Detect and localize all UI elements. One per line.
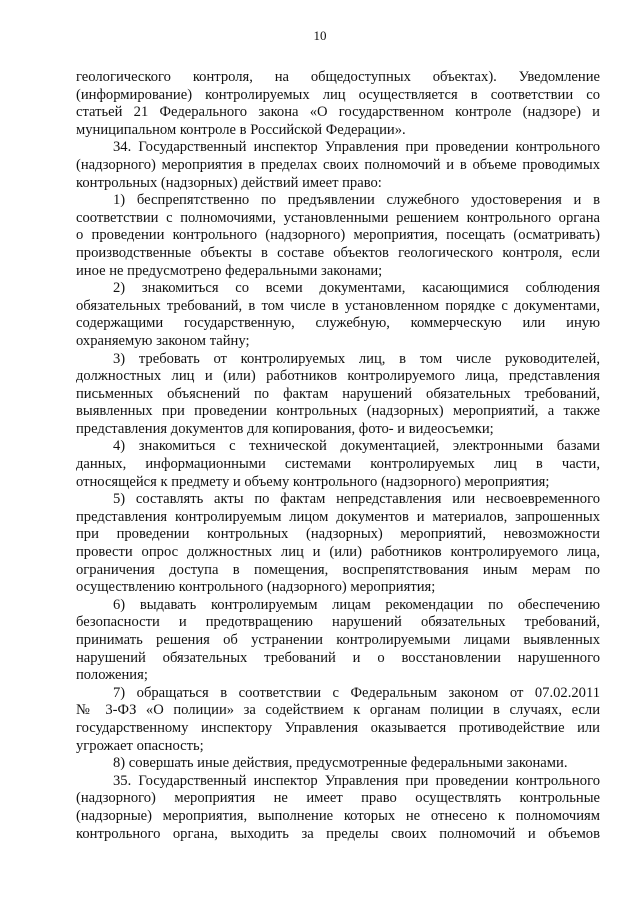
text-line: иное не предусмотрено федеральными законами; xyxy=(76,262,383,279)
text-line: о проведении контрольного (надзорного) мероприятия, посещать (осматривать) xyxy=(76,227,600,244)
text-line: геологического контроля, на общедоступных объектах). Уведомление xyxy=(76,69,600,85)
text-line: содержащими государственную, служебную, коммерческую или иную xyxy=(76,315,600,332)
text-line: обязательных требований, в том числе в установленном порядке с документами, xyxy=(76,297,600,314)
text-line: 2) знакомиться со всеми документами, касающимися соблюдения xyxy=(113,280,600,297)
text-line: (информирование) контролируемых лиц осуществляется в соответствии со xyxy=(76,86,600,103)
text-line: 3) требовать от контролируемых лиц, в том числе руководителей, xyxy=(113,350,600,367)
text-line: представления документов для копирования, фото- и видеосъемки; xyxy=(76,420,494,437)
text-line: осуществлению контрольного (надзорного) мероприятия; xyxy=(76,579,436,596)
text-line: угрожает опасность; xyxy=(76,737,204,754)
text-line: при проведении контрольных (надзорных) мероприятий, невозможности xyxy=(76,526,600,543)
text-line: нарушений обязательных требований и о восстановлении нарушенного xyxy=(76,649,600,666)
text-line: (надзорного) мероприятия в пределах своих полномочий и в объеме проводимых xyxy=(76,156,600,173)
text-line: 6) выдавать контролируемым лицам рекомендации по обеспечению xyxy=(113,596,600,613)
text-line: ограничения доступа в помещения, воспрепятствования иным мерам по xyxy=(76,561,600,578)
text-line: 34. Государственный инспектор Управления при проведении контрольного xyxy=(113,139,600,156)
text-line: 8) совершать иные действия, предусмотренные федеральными законами. xyxy=(113,755,568,772)
text-line: выявленных при проведении контрольных (надзорных) мероприятий, а также xyxy=(76,403,600,420)
text-line: 1) беспрепятственно по предъявлении служебного удостоверения и в xyxy=(113,192,600,209)
document-body xyxy=(76,69,600,843)
text-line: 5) составлять акты по фактам непредставления или несвоевременного xyxy=(113,491,600,508)
text-line: должностных лиц и (или) работников контролируемого лица, представления xyxy=(76,368,600,385)
text-line: контрольных (надзорных) действий имеет право: xyxy=(76,174,382,191)
text-line: 35. Государственный инспектор Управления при проведении контрольного xyxy=(113,772,600,789)
text-line: положения; xyxy=(76,667,148,684)
text-line: соответствии с полномочиями, установленными решением контрольного органа xyxy=(76,209,600,226)
text-line: охраняемую законом тайну; xyxy=(76,332,250,349)
text-line: провести опрос должностных лиц и (или) работников контролируемого лица, xyxy=(76,544,600,561)
text-line: безопасности и предотвращению нарушений обязательных требований, xyxy=(76,614,600,631)
text-line: 7) обращаться в соответствии с Федеральным законом от 07.02.2011 xyxy=(113,684,600,701)
text-line: производственные объекты в составе объектов геологического контроля, если xyxy=(76,244,600,261)
page-number: 10 xyxy=(313,28,327,43)
text-line: контрольного органа, выходить за пределы своих полномочий и объемов xyxy=(76,825,600,842)
text-line: представления контролируемым лицом документов и материалов, запрошенных xyxy=(76,508,600,525)
text-line: № 3-ФЗ «О полиции» за содействием к органам полиции в случаях, если xyxy=(76,702,600,719)
text-line: статьей 21 Федерального закона «О государственном контроле (надзоре) и xyxy=(76,104,600,121)
text-line: принимать решения об устранении контролируемыми лицами выявленных xyxy=(76,632,600,648)
text-line: муниципальном контроле в Российской Федерации». xyxy=(76,121,406,138)
text-line: данных, информационными системами контролируемых лиц в части, xyxy=(76,456,600,473)
text-line: (надзорные) мероприятия, выполнение которых не отнесено к полномочиям xyxy=(76,807,600,824)
text-line: письменных объяснений по фактам нарушений обязательных требований, xyxy=(76,385,600,402)
text-line: относящейся к предмету и объему контрольного (надзорного) мероприятия; xyxy=(76,473,550,490)
text-line: государственному инспектору Управления оказывается противодействие или xyxy=(76,719,600,736)
text-line: 4) знакомиться с технической документацией, электронными базами xyxy=(113,438,600,455)
text-line: (надзорного) мероприятия не имеет право осуществлять контрольные xyxy=(76,790,600,807)
